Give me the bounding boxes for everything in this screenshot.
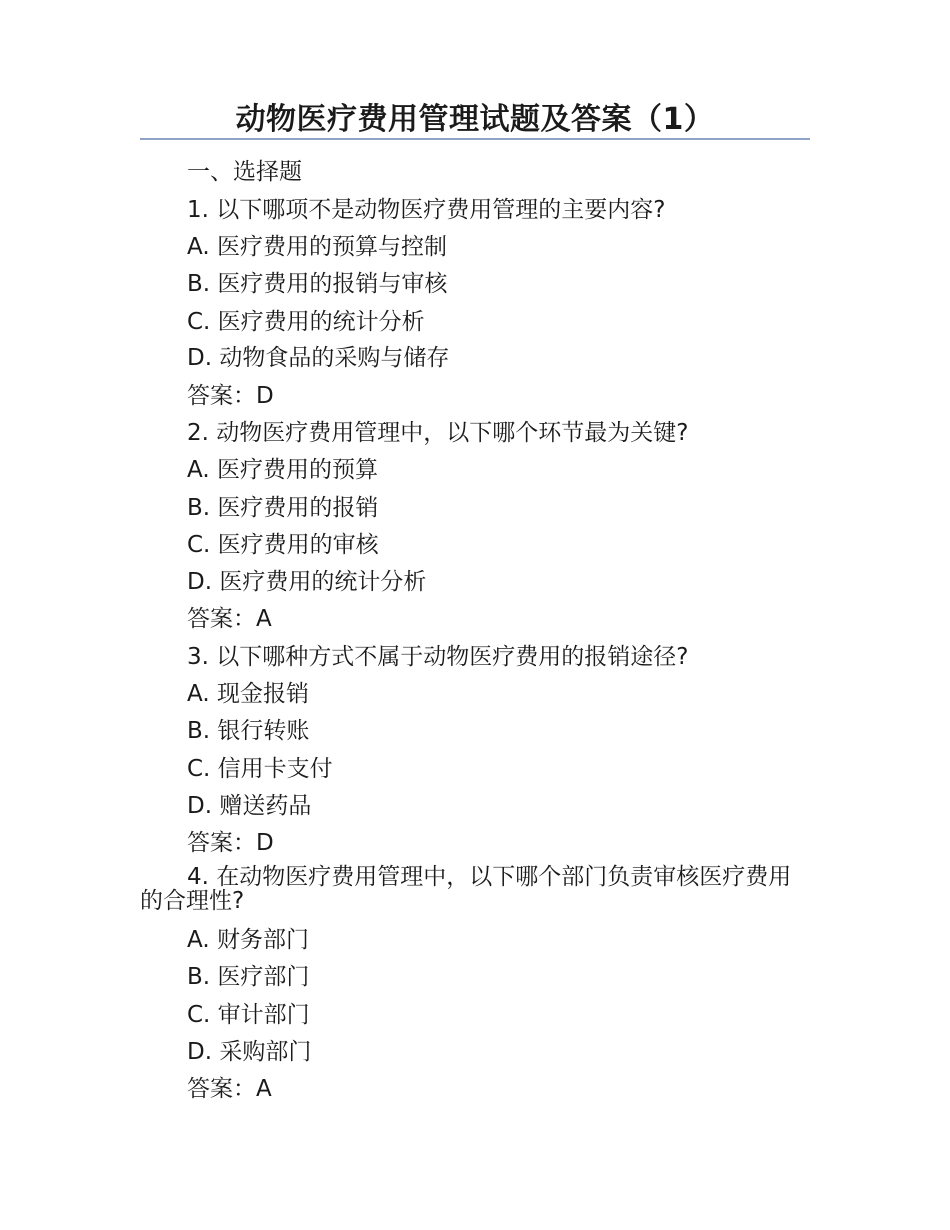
question-4-option-b: B. 医疗部门: [187, 964, 310, 990]
question-3-answer: 答案：D: [187, 830, 274, 856]
question-1-text: 1. 以下哪项不是动物医疗费用管理的主要内容?: [187, 197, 666, 223]
question-2-text: 2. 动物医疗费用管理中，以下哪个环节最为关键?: [187, 420, 689, 446]
question-4-option-a: A. 财务部门: [187, 927, 309, 953]
question-3-option-c: C. 信用卡支付: [187, 756, 333, 782]
question-2-option-c: C. 医疗费用的审核: [187, 532, 379, 558]
question-1-option-d: D. 动物食品的采购与储存: [187, 345, 450, 371]
question-2-option-b: B. 医疗费用的报销: [187, 495, 379, 521]
page-title: 动物医疗费用管理试题及答案（1）: [235, 102, 715, 137]
question-2-answer: 答案：A: [187, 606, 272, 632]
question-1-answer: 答案：D: [187, 383, 274, 409]
question-2-option-d: D. 医疗费用的统计分析: [187, 569, 427, 595]
question-3-option-a: A. 现金报销: [187, 681, 309, 707]
section-heading: 一、选择题: [187, 159, 302, 185]
question-4-option-d: D. 采购部门: [187, 1039, 312, 1065]
question-4-option-c: C. 审计部门: [187, 1002, 310, 1028]
question-2-option-a: A. 医疗费用的预算: [187, 457, 378, 483]
question-1-option-c: C. 医疗费用的统计分析: [187, 309, 425, 335]
title-underline: [140, 138, 810, 140]
question-4-text: 4. 在动物医疗费用管理中，以下哪个部门负责审核医疗费用的合理性?: [140, 864, 792, 914]
question-3-option-b: B. 银行转账: [187, 718, 310, 744]
question-4-answer: 答案：A: [187, 1076, 272, 1102]
question-1-option-a: A. 医疗费用的预算与控制: [187, 234, 447, 260]
question-3-text: 3. 以下哪种方式不属于动物医疗费用的报销途径?: [187, 644, 689, 670]
question-1-option-b: B. 医疗费用的报销与审核: [187, 271, 448, 297]
question-3-option-d: D. 赠送药品: [187, 793, 312, 819]
